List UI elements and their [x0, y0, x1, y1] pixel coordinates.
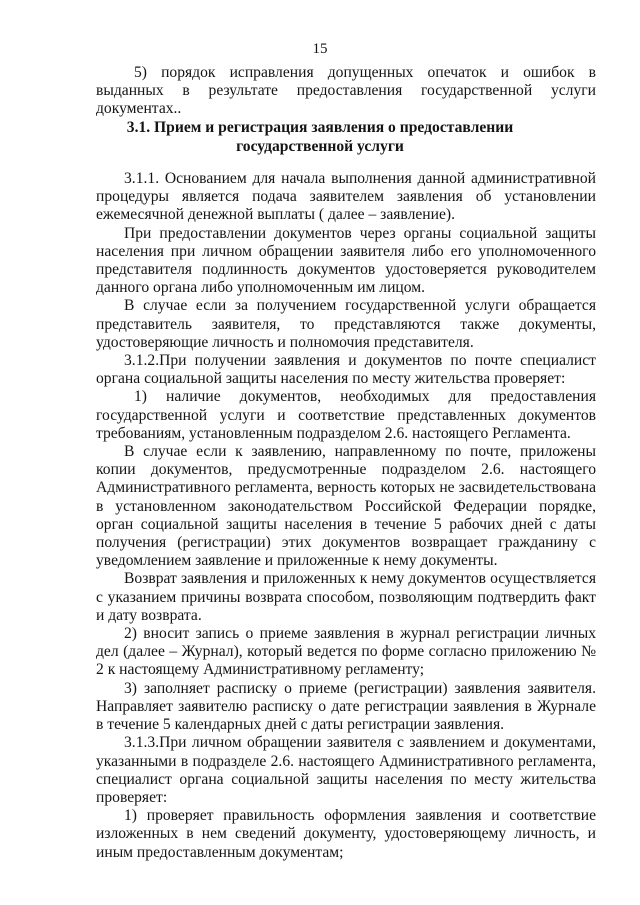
page-number: 15: [312, 41, 328, 57]
paragraph: В случае если к заявлению, направленному по почте, приложены копии документов, предусмотренные подразделом 2.6. настоящего Административного регламента, верность которых не засвидетельствована в установленном законодательством Российской Федерации порядке, орган социальной защиты населения в течение 5 рабочих дней с даты получения (регистрации) этих документов возвращает гражданину с уведомлением заявление и приложенные к нему документы.: [96, 443, 596, 570]
paragraph: 1) проверяет правильность оформления заявления и соответствие изложенных в нем сведений документу, удостоверяющему личность, и иным предоставленным документам;: [96, 807, 596, 861]
section-heading: 3.1. Прием и регистрация заявления о предоставлении государственной услуги: [126, 119, 514, 155]
paragraph: 3.1.1. Основанием для начала выполнения данной административной процедуры является подача заявителем заявления об установлении ежемесячной денежной выплаты ( далее – заявление).: [96, 170, 596, 224]
paragraph: 5) порядок исправления допущенных опечаток и ошибок в выданных в результате предоставления государственной услуги документах..: [96, 64, 596, 118]
paragraph: В случае если за получением государственной услуги обращается представитель заявителя, то представляются также документы, удостоверяющие личность и полномочия представителя.: [96, 297, 596, 351]
paragraph: 2) вносит запись о приеме заявления в журнал регистрации личных дел (далее – Журнал), который ведется по форме согласно приложению № 2 к настоящему Административному регламенту;: [96, 625, 596, 679]
paragraph: При предоставлении документов через органы социальной защиты населения при личном обращении заявителя либо его уполномоченного представителя подлинность документов удостоверяется руководителем данного органа либо уполномоченным им лицом.: [96, 224, 596, 297]
paragraph: 1) наличие документов, необходимых для предоставления государственной услуги и соответствие представленных документов требованиям, установленным подразделом 2.6. настоящего Регламента.: [96, 388, 596, 442]
intro-block: [96, 64, 596, 119]
body-text: [96, 170, 596, 862]
paragraph: 3) заполняет расписку о приеме (регистрации) заявления заявителя. Направляет заявителю расписку о дате регистрации заявления в Журнале в течение 5 календарных дней с даты регистрации заявления.: [96, 679, 596, 734]
paragraph: 3.1.3.При личном обращении заявителя с заявлением и документами, указанными в подразделе 2.6. настоящего Административного регламента, специалист органа социальной защиты населения по месту жительства проверяет:: [96, 734, 596, 806]
paragraph: Возврат заявления и приложенных к нему документов осуществляется с указанием причины возврата способом, позволяющим подтвердить факт и дату возврата.: [96, 570, 596, 624]
paragraph: 3.1.2.При получении заявления и документов по почте специалист органа социальной защиты населения по месту жительства проверяет:: [96, 352, 596, 388]
